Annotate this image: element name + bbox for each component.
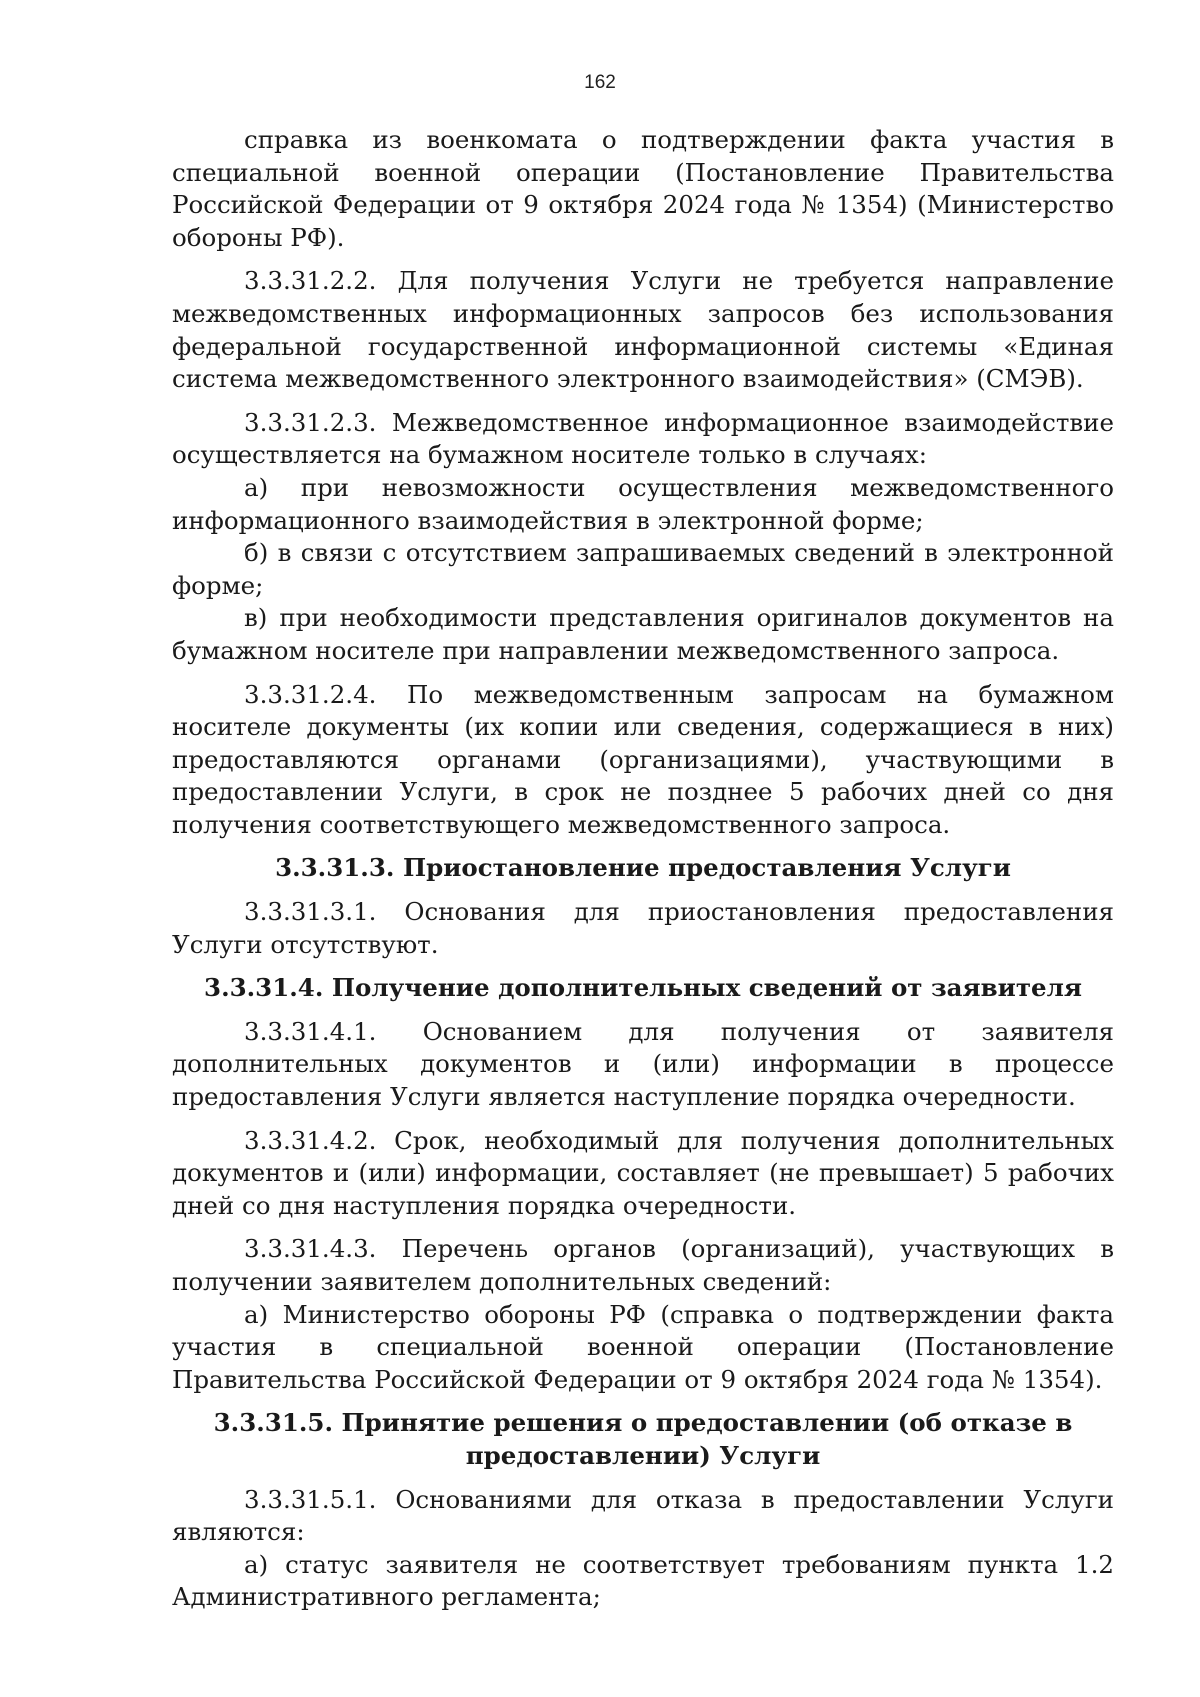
list-item bbox=[172, 602, 1114, 667]
clause-number: 3.3.31.2.2. bbox=[244, 266, 377, 296]
paragraph-text: Срок, необходимый для получения дополнительных документов и (или) информации, составляет (не превышает) 5 рабочих дней со дня наступления порядка очередности. bbox=[172, 1125, 1114, 1220]
list-item-text: при необходимости представления оригиналов документов на бумажном носителе при направлении межведомственного запроса. bbox=[172, 603, 1114, 665]
clause-number: 3.3.31.3.1. bbox=[244, 897, 377, 927]
list-item bbox=[172, 1299, 1114, 1397]
list-marker: а) bbox=[244, 1549, 269, 1579]
paragraph-text: По межведомственным запросам на бумажном носителе документы (их копии или сведения, содержащиеся в них) предоставляются органами (организациями), участвующими в предоставлении Услуги, в срок не позднее 5 рабочих дней со дня получения соответствующего межведомственного запроса. bbox=[172, 679, 1114, 839]
paragraph-text: Основания для приостановления предоставления Услуги отсутствуют. bbox=[172, 897, 1114, 959]
list-item bbox=[172, 1549, 1114, 1614]
paragraph bbox=[172, 1125, 1114, 1223]
list-marker: а) bbox=[244, 472, 269, 502]
list-marker: б) bbox=[244, 538, 269, 568]
list-item-text: Министерство обороны РФ (справка о подтверждении факта участия в специальной военной операции (Постановление Правительства Российской Федерации от 9 октября 2024 года № 1354). bbox=[172, 1299, 1114, 1394]
paragraph-text: Основанием для получения от заявителя дополнительных документов и (или) информации в процессе предоставления Услуги является наступление порядка очередности. bbox=[172, 1016, 1114, 1112]
clause-number: 3.3.31.4.3. bbox=[244, 1234, 377, 1264]
paragraph bbox=[172, 679, 1114, 842]
list-item-text: в связи с отсутствием запрашиваемых сведений в электронной форме; bbox=[172, 538, 1115, 600]
paragraph bbox=[172, 124, 1114, 254]
section-heading: 3.3.31.4. Получение дополнительных сведений от заявителя bbox=[204, 973, 1082, 1003]
section-heading: 3.3.31.3. Приостановление предоставления Услуги bbox=[275, 853, 1011, 883]
paragraph bbox=[172, 1016, 1114, 1114]
list-item-text: при невозможности осуществления межведомственного информационного взаимодействия в электронной форме; bbox=[172, 472, 1114, 535]
list-item bbox=[172, 537, 1114, 602]
clause-number: 3.3.31.2.3. bbox=[244, 407, 377, 437]
clause-number: 3.3.31.4.1. bbox=[244, 1016, 377, 1046]
paragraph bbox=[172, 896, 1114, 961]
clause-number: 3.3.31.2.4. bbox=[244, 679, 377, 709]
clause-number: 3.3.31.4.2. bbox=[244, 1125, 377, 1155]
clause-number: 3.3.31.5.1. bbox=[244, 1484, 377, 1514]
page-number: 162 bbox=[584, 72, 616, 93]
list-marker: а) bbox=[244, 1299, 269, 1329]
paragraph bbox=[172, 407, 1114, 472]
list-item bbox=[172, 472, 1114, 537]
paragraph-text: Межведомственное информационное взаимодействие осуществляется на бумажном носителе только в случаях: bbox=[172, 407, 1114, 470]
paragraph-text: Основаниями для отказа в предоставлении Услуги являются: bbox=[172, 1484, 1114, 1547]
paragraph-text: справка из военкомата о подтверждении факта участия в специальной военной операции (Постановление Правительства Российской Федерации от 9 октября 2024 года № 1354) (Министерство обороны РФ). bbox=[172, 125, 1114, 252]
document-body bbox=[172, 124, 1114, 1614]
paragraph bbox=[172, 265, 1114, 395]
list-item-text: статус заявителя не соответствует требованиям пункта 1.2 Административного регламента; bbox=[172, 1549, 1114, 1612]
list-marker: в) bbox=[244, 603, 268, 633]
section-heading: 3.3.31.5. Принятие решения о предоставлении (об отказе в предоставлении) Услуги bbox=[213, 1408, 1073, 1470]
paragraph-text: Перечень органов (организаций), участвующих в получении заявителем дополнительных сведений: bbox=[172, 1234, 1115, 1296]
paragraph bbox=[172, 1233, 1114, 1298]
paragraph-text: Для получения Услуги не требуется направление межведомственных информационных запросов без использования федеральной государственной информационной системы «Единая система межведомственного электронного взаимодействия» (СМЭВ). bbox=[172, 266, 1114, 394]
paragraph bbox=[172, 1484, 1114, 1549]
